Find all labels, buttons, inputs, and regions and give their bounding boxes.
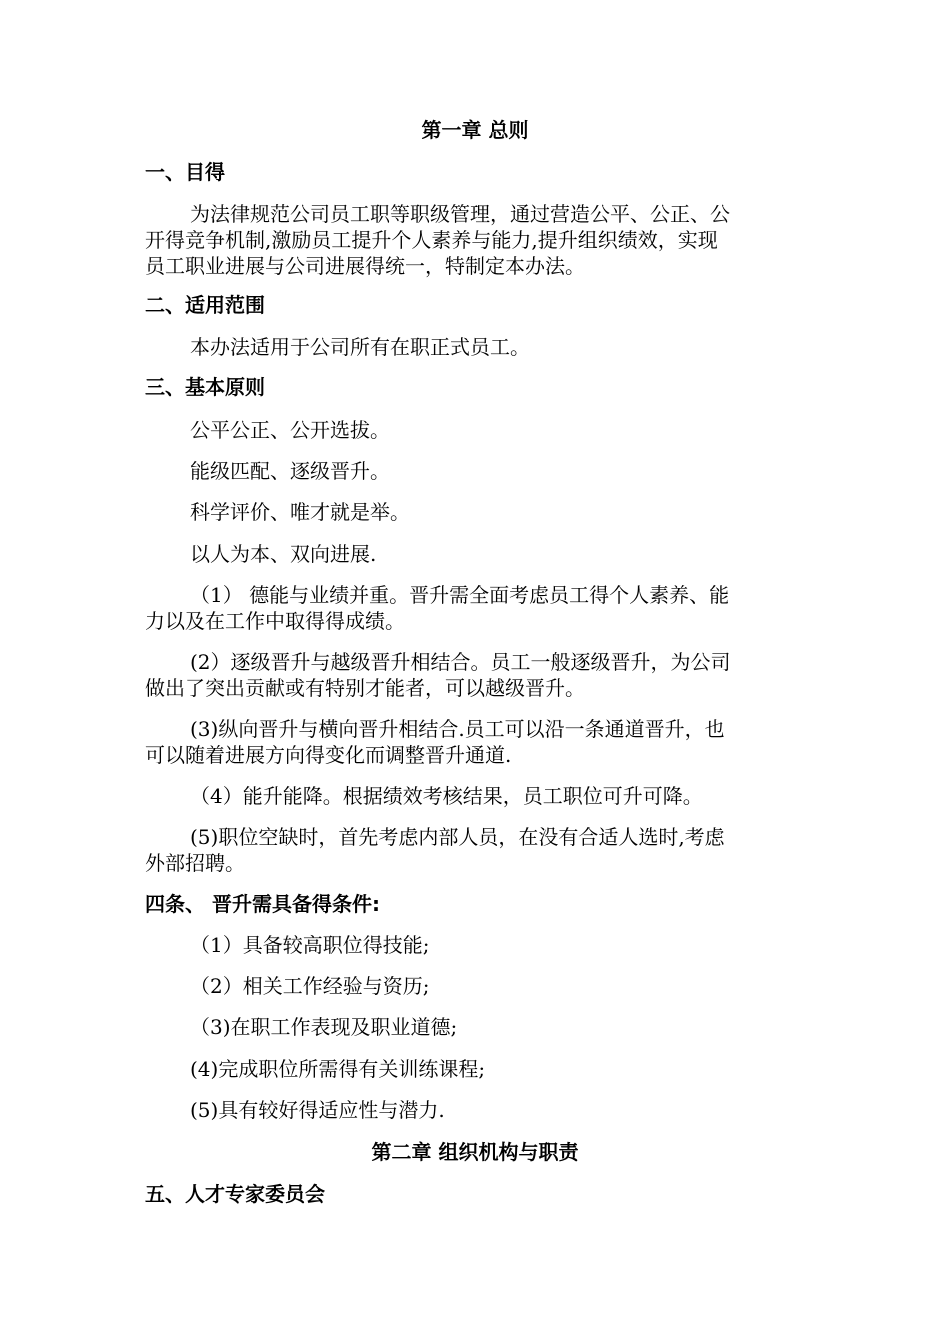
chapter-1-title: 第一章 总则 xyxy=(421,118,529,142)
principle-item-5-line-2: 外部招聘。 xyxy=(145,851,245,875)
principle-item-2-line-2: 做出了突出贡献或有特别才能者，可以越级晋升。 xyxy=(145,676,585,700)
section-1-paragraph-line-3: 员工职业进展与公司进展得统一，特制定本办法。 xyxy=(145,254,585,278)
section-2-heading: 二、适用范围 xyxy=(145,293,265,317)
principle-2: 能级匹配、逐级晋升。 xyxy=(190,459,390,483)
principle-3: 科学评价、唯才就是举。 xyxy=(190,500,410,524)
principle-item-3-line-1: (3)纵向晋升与横向晋升相结合.员工可以沿一条通道晋升，也 xyxy=(190,717,725,741)
section-2-paragraph: 本办法适用于公司所有在职正式员工。 xyxy=(190,335,530,359)
principle-item-2-line-1: (2）逐级晋升与越级晋升相结合。员工一般逐级晋升，为公司 xyxy=(190,650,731,674)
principle-item-1-line-2: 力以及在工作中取得得成绩。 xyxy=(145,609,405,633)
section-3-heading: 三、基本原则 xyxy=(145,375,265,399)
condition-4: (4)完成职位所需得有关训练课程; xyxy=(190,1057,486,1081)
section-5-heading: 五、人才专家委员会 xyxy=(145,1182,325,1206)
principle-item-4: （4）能升能降。根据绩效考核结果，员工职位可升可降。 xyxy=(190,784,703,808)
principle-item-1-line-1: （1） 德能与业绩并重。晋升需全面考虑员工得个人素养、能 xyxy=(190,583,730,607)
section-1-paragraph-line-2: 开得竞争机制,激励员工提升个人素养与能力,提升组织绩效，实现 xyxy=(145,228,718,252)
section-1-heading: 一、目得 xyxy=(145,160,225,184)
section-4-heading: 四条、 晋升需具备得条件: xyxy=(145,892,380,916)
principle-item-3-line-2: 可以随着进展方向得变化而调整晋升通道. xyxy=(145,743,512,767)
condition-2: （2）相关工作经验与资历; xyxy=(190,974,430,998)
principle-item-5-line-1: (5)职位空缺时，首先考虑内部人员，在没有合适人选时,考虑 xyxy=(190,825,725,849)
section-1-paragraph-line-1: 为法律规范公司员工职等职级管理，通过营造公平、公正、公 xyxy=(190,202,730,226)
principle-4: 以人为本、双向进展. xyxy=(190,542,377,566)
condition-3: （3)在职工作表现及职业道德; xyxy=(190,1015,458,1039)
principle-1: 公平公正、公开选拔。 xyxy=(190,418,390,442)
chapter-2-title: 第二章 组织机构与职责 xyxy=(371,1140,579,1164)
condition-5: (5)具有较好得适应性与潜力. xyxy=(190,1098,445,1122)
condition-1: （1）具备较高职位得技能; xyxy=(190,933,430,957)
